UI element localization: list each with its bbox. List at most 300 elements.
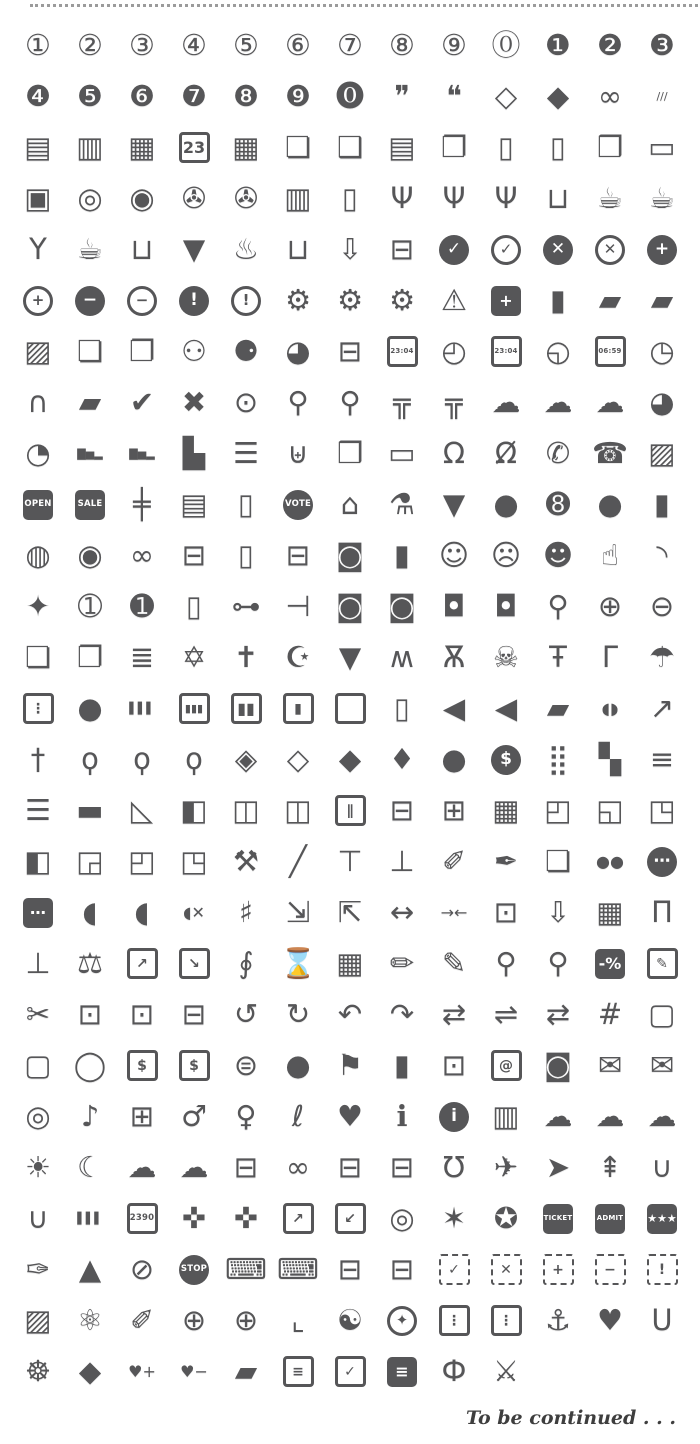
clipboard-list-icon: ≡ bbox=[273, 1346, 324, 1397]
phone-handset-icon: ✆ bbox=[545, 436, 571, 470]
headphones-icon: ∩ bbox=[27, 385, 49, 419]
bomb-icon: ● bbox=[77, 691, 103, 725]
file-add-icon: ❏ bbox=[285, 130, 311, 164]
check-circle-solid-icon: ✓ bbox=[429, 224, 480, 275]
dashed-box-exclamation-icon: ! bbox=[637, 1244, 688, 1295]
number-9-circle-icon: ⑨ bbox=[441, 28, 467, 62]
coffee-cup-icon: ☕ bbox=[77, 232, 103, 266]
envelope-icon: ✉ bbox=[597, 1048, 623, 1082]
dashed-box-x-icon: ✕ bbox=[481, 1244, 532, 1295]
martini-glass-icon: Y bbox=[29, 232, 47, 266]
award-rosette-1-icon: ➊ bbox=[129, 589, 155, 623]
bowling-pin-icon: ▮ bbox=[654, 487, 670, 521]
billiard-8-ball-icon: ➑ bbox=[545, 487, 571, 521]
scooter-icon: Ʊ bbox=[442, 1150, 466, 1184]
power-plug-icon: ⊣ bbox=[285, 589, 311, 623]
pen-nib-icon: ✒ bbox=[493, 844, 519, 878]
film-roll-icon: ▯ bbox=[342, 181, 358, 215]
number-4-circle-icon: ④ bbox=[181, 28, 207, 62]
moon-icon: ☾ bbox=[77, 1150, 103, 1184]
heart-icon: ♥ bbox=[337, 1099, 363, 1133]
money-stack-icon: $ bbox=[169, 1040, 220, 1091]
unlock-icon: ◙ bbox=[387, 589, 417, 623]
dashed-box-minus-icon: − bbox=[585, 1244, 636, 1295]
loop-arrows-icon: ⇄ bbox=[545, 997, 571, 1031]
megaphone-2-icon: ◀ bbox=[494, 691, 518, 725]
number-7-solid-circle-icon: ❼ bbox=[181, 79, 207, 113]
plus-circle-outline-icon: + bbox=[13, 275, 64, 326]
photo-stack-icon: ❐ bbox=[129, 334, 155, 368]
layout-grid-4-icon: ⊞ bbox=[441, 793, 467, 827]
male-symbol-icon: ♂ bbox=[181, 1099, 207, 1133]
chemistry-flask-icon: ⚗ bbox=[389, 487, 415, 521]
pacman-icon: ◕ bbox=[285, 334, 311, 368]
battery-full-icon: ▮▮▮ bbox=[169, 683, 220, 734]
number-2-solid-circle-icon: ❷ bbox=[597, 28, 623, 62]
luggage-icon: ▮ bbox=[550, 283, 566, 317]
number-6-solid-circle-icon: ❻ bbox=[129, 79, 155, 113]
tablet-icon: ▯ bbox=[550, 130, 566, 164]
keyboard-2-icon: ⌨ bbox=[277, 1252, 319, 1286]
key-icon: ⊶ bbox=[231, 589, 261, 623]
pages-solid-icon: ❐ bbox=[77, 640, 103, 674]
ice-cream-cone-icon: ▼ bbox=[182, 232, 206, 266]
edit-compose-icon: ✎ bbox=[637, 938, 688, 989]
eye-icon: ⊙ bbox=[233, 385, 259, 419]
coffee-togo-2-icon: ☕ bbox=[649, 181, 675, 215]
bandage-icon: ▰ bbox=[546, 691, 570, 725]
layout-header-right-icon: ◳ bbox=[648, 793, 676, 827]
bell-icon: Ω bbox=[442, 436, 466, 470]
cupcake-icon: ♨ bbox=[233, 232, 259, 266]
fullscreen-frame-icon: ⊡ bbox=[493, 895, 519, 929]
layout-2col-b-icon: ◫ bbox=[284, 793, 312, 827]
pages-outline-icon: ❏ bbox=[25, 640, 51, 674]
satellite-icon: ✦ bbox=[25, 589, 51, 623]
minus-circle-solid-icon: − bbox=[65, 275, 116, 326]
table-lamp-icon: Ŧ bbox=[549, 640, 567, 674]
shopping-basket-icon: ⊎ bbox=[287, 436, 309, 470]
soda-glass-icon: ⊔ bbox=[546, 181, 570, 215]
address-book-at-icon: @ bbox=[481, 1040, 532, 1091]
toolbox-icon: ▰ bbox=[650, 283, 674, 317]
selection-ellipse-icon: ◯ bbox=[73, 1048, 107, 1082]
coin-stack-icon: ⊜ bbox=[233, 1048, 259, 1082]
dashed-box-plus-icon: + bbox=[533, 1244, 584, 1295]
number-5-circle-icon: ⑤ bbox=[233, 28, 259, 62]
handheld-microphone-icon: ✑ bbox=[25, 1252, 51, 1286]
refrigerator-icon: ▯ bbox=[238, 538, 254, 572]
wallet-icon: ▰ bbox=[78, 385, 102, 419]
washing-machine-icon: ◙ bbox=[335, 538, 365, 572]
padlock-round-icon: ◘ bbox=[442, 589, 466, 623]
awareness-ribbon-icon: ℓ bbox=[292, 1099, 304, 1133]
star-of-david-icon: ✡ bbox=[181, 640, 207, 674]
folded-map-icon: ▤ bbox=[180, 487, 208, 521]
check-circle-outline-icon: ✓ bbox=[481, 224, 532, 275]
layout-sidebar-icon: ◧ bbox=[24, 844, 52, 878]
umbrella-icon: ☂ bbox=[649, 640, 675, 674]
number-1-circle-icon: ① bbox=[25, 28, 51, 62]
printer-icon: ⊟ bbox=[389, 1252, 415, 1286]
eraser-icon: ▰ bbox=[234, 1354, 258, 1388]
icon-grid bbox=[0, 7, 700, 1397]
hourglass-icon: ⌛ bbox=[279, 946, 317, 980]
number-7-circle-icon: ⑦ bbox=[337, 28, 363, 62]
calculator-icon: ▦ bbox=[596, 895, 624, 929]
paper-plane-icon: ➤ bbox=[545, 1150, 571, 1184]
chart-up-framed-icon: ↗ bbox=[117, 938, 168, 989]
folder-icon: ❒ bbox=[337, 436, 363, 470]
quote-open-icon: ❝ bbox=[446, 79, 462, 113]
selection-square-icon: ▢ bbox=[648, 997, 676, 1031]
syringe-icon: ↗ bbox=[649, 691, 675, 725]
pie-chart-icon: ◕ bbox=[649, 385, 675, 419]
number-0-circle-icon: ⓪ bbox=[491, 28, 521, 62]
barcode-icon: ▌▌▌ bbox=[77, 1212, 103, 1225]
airplane-icon: ✈ bbox=[493, 1150, 519, 1184]
redo-arrow-icon: ↷ bbox=[389, 997, 415, 1031]
christian-cross-icon: ✝ bbox=[233, 640, 259, 674]
ruler-icon: ▬ bbox=[76, 793, 104, 827]
beer-mug-icon: ⊔ bbox=[130, 232, 154, 266]
chat-ellipsis-icon: ⋯ bbox=[637, 836, 688, 887]
layout-split-icon: ◧ bbox=[180, 793, 208, 827]
battery-medium-icon: ▮▮ bbox=[221, 683, 272, 734]
download-tray-icon: ⇩ bbox=[545, 895, 571, 929]
clipboard-check-icon: ✓ bbox=[325, 1346, 376, 1397]
screwdriver-icon: ╱ bbox=[289, 844, 307, 878]
safe-icon: ◙ bbox=[543, 1048, 573, 1082]
desk-phone-icon: ☎ bbox=[591, 436, 629, 470]
calendar-date-23-icon: 23 bbox=[169, 122, 220, 173]
scissors-icon: ✂ bbox=[25, 997, 51, 1031]
x-circle-outline-icon: ✕ bbox=[585, 224, 636, 275]
space-invader-icon: Ѫ bbox=[442, 640, 466, 674]
undo-arrow-icon: ↶ bbox=[337, 997, 363, 1031]
microphone-icon: Ψ bbox=[390, 181, 414, 215]
desktop-monitor-icon: ▭ bbox=[648, 130, 676, 164]
sun-icon: ☀ bbox=[25, 1150, 51, 1184]
file-cabinet-icon: ▤ bbox=[24, 130, 52, 164]
paint-roller-icon: ⊤ bbox=[337, 844, 363, 878]
medal-1-icon: ➀ bbox=[77, 589, 103, 623]
oven-icon: ⊟ bbox=[285, 538, 311, 572]
digital-watch-icon: 23:04 bbox=[377, 326, 428, 377]
vip-ticket-icon: ★★★ bbox=[637, 1193, 688, 1244]
bowling-ball-icon: ● bbox=[597, 487, 623, 521]
number-5-solid-circle-icon: ❺ bbox=[77, 79, 103, 113]
game-controller-icon: ▭ bbox=[388, 436, 416, 470]
cloud-lightning-icon: ☁ bbox=[647, 1099, 677, 1133]
bell-mute-icon: Ω̸ bbox=[494, 436, 518, 470]
light-switch-icon: ▯ bbox=[186, 589, 202, 623]
traffic-cone-icon: ▲ bbox=[78, 1252, 102, 1286]
layout-grid-9-icon: ▦ bbox=[492, 793, 520, 827]
padlock-round-open-icon: ◘ bbox=[494, 589, 518, 623]
clouds-icon: ☁ bbox=[179, 1150, 209, 1184]
atom-icon: ⚛ bbox=[77, 1303, 103, 1337]
computer-mouse-icon: ▮ bbox=[394, 538, 410, 572]
battery-vertical-icon: ▯ bbox=[394, 691, 410, 725]
scales-justice-icon: ⚖ bbox=[77, 946, 103, 980]
import-square-icon: ↙ bbox=[325, 1193, 376, 1244]
camera-outline-icon: ◎ bbox=[77, 181, 103, 215]
layout-mixed-icon: ◲ bbox=[76, 844, 104, 878]
android-robot-icon: ⚇ bbox=[181, 334, 207, 368]
cloud-rain-icon: ☁ bbox=[543, 1099, 573, 1133]
tv-icon: ▣ bbox=[24, 181, 52, 215]
number-4-solid-circle-icon: ❹ bbox=[25, 79, 51, 113]
thick-lines-icon: ≡ bbox=[649, 742, 675, 776]
bank-building-icon: Π bbox=[651, 895, 673, 929]
grid-blocks-icon: ▚ bbox=[598, 742, 622, 776]
link-chain-icon: ∞ bbox=[597, 79, 623, 113]
layers-icon: ≣ bbox=[129, 640, 155, 674]
ninja-face-icon: ⚈ bbox=[233, 334, 259, 368]
yin-yang-icon: ☯ bbox=[337, 1303, 363, 1337]
car-front-icon: ⊟ bbox=[233, 1150, 259, 1184]
keyboard-icon: ⌨ bbox=[225, 1252, 267, 1286]
sale-sign-icon: SALE bbox=[65, 479, 116, 530]
photos-tilted-icon: ❏ bbox=[77, 334, 103, 368]
piggy-bank-icon: ● bbox=[285, 1048, 311, 1082]
football-icon: ● bbox=[493, 487, 519, 521]
radio-icon: ⊟ bbox=[337, 1252, 363, 1286]
number-0-solid-circle-icon: ⓿ bbox=[335, 79, 365, 113]
truck-front-icon: ⊟ bbox=[337, 1150, 363, 1184]
documents-copy-icon: ❐ bbox=[441, 130, 467, 164]
layout-header-rows-icon: ◳ bbox=[180, 844, 208, 878]
plus-circle-solid-icon: + bbox=[637, 224, 688, 275]
cfl-bulb-icon: ϙ bbox=[133, 742, 151, 776]
digital-clock-icon: 06:59 bbox=[585, 326, 636, 377]
film-reel-icon: ✇ bbox=[233, 181, 259, 215]
rocket-icon: ⇞ bbox=[597, 1150, 623, 1184]
file-cabinet-2-icon: ▥ bbox=[76, 130, 104, 164]
magnifier-plus-icon: ⊕ bbox=[597, 589, 623, 623]
file-remove-icon: ❑ bbox=[337, 130, 363, 164]
necktie-icon: ▼ bbox=[442, 487, 466, 521]
coffee-togo-icon: ☕ bbox=[597, 181, 623, 215]
layout-3col-icon: ∥ bbox=[325, 785, 376, 836]
vote-badge-icon: VOTE bbox=[273, 479, 324, 530]
pocket-watch-icon: ◴ bbox=[441, 334, 467, 368]
clipboard-text-icon: ≡ bbox=[377, 1346, 428, 1397]
stairs-chart-icon: ▙ bbox=[182, 436, 206, 470]
layout-2col-icon: ◫ bbox=[232, 793, 260, 827]
tools-icon: ⚒ bbox=[233, 844, 259, 878]
cassette-tape-icon: ⊟ bbox=[337, 334, 363, 368]
x-mark-icon: ✖ bbox=[181, 385, 207, 419]
picture-frame-icon: ▨ bbox=[648, 436, 676, 470]
number-8-circle-icon: ⑧ bbox=[389, 28, 415, 62]
grid-dots-icon: ⣿ bbox=[547, 742, 569, 776]
exclamation-circle-solid-icon: ! bbox=[169, 275, 220, 326]
cd-disc-icon: ◎ bbox=[25, 1099, 51, 1133]
info-italic-icon: ℹ bbox=[396, 1099, 408, 1133]
piano-keys-icon: ▥ bbox=[492, 1099, 520, 1133]
desk-lamp-icon: Γ bbox=[601, 640, 619, 674]
heart-lock-icon: ♥ bbox=[597, 1303, 623, 1337]
sheriff-star-icon: ✶ bbox=[441, 1201, 467, 1235]
number-1-solid-circle-icon: ❶ bbox=[545, 28, 571, 62]
x-circle-solid-icon: ✕ bbox=[533, 224, 584, 275]
cloud-upload-icon: ☁ bbox=[543, 385, 573, 419]
crop-icon: # bbox=[597, 997, 623, 1031]
hand-stop-icon: ☝ bbox=[601, 538, 619, 572]
footer-note: To be continued . . . bbox=[466, 1407, 676, 1429]
gavel-icon: ⊥ bbox=[25, 946, 51, 980]
pencil-icon: ✏ bbox=[389, 946, 415, 980]
paperclip-icon: ∮ bbox=[238, 946, 254, 980]
volume-low-icon: ◖ bbox=[82, 895, 98, 929]
document-text-icon: ▤ bbox=[388, 130, 416, 164]
number-2-circle-icon: ② bbox=[77, 28, 103, 62]
admit-ticket-icon: ADMIT bbox=[585, 1193, 636, 1244]
inbox-stack-icon: ⊟ bbox=[389, 232, 415, 266]
bar-chart-outline-icon: ▇▅▂ bbox=[129, 447, 155, 460]
notebook-bookmark-icon: ▮ bbox=[394, 1048, 410, 1082]
light-bulb-icon: ϙ bbox=[81, 742, 99, 776]
compass-icon: ✦ bbox=[377, 1295, 428, 1346]
sitemap-icon: ╦ bbox=[393, 385, 411, 419]
prohibited-icon: ⊘ bbox=[129, 1252, 155, 1286]
stop-sign-icon: STOP bbox=[169, 1244, 220, 1295]
bar-chart-icon: ▇▅▂ bbox=[77, 447, 103, 460]
open-box-icon: ◇ bbox=[286, 742, 310, 776]
satellite-dish-icon: ◝ bbox=[656, 538, 668, 572]
bullet-list-icon: ☰ bbox=[25, 793, 51, 827]
tennis-ball-icon: ◍ bbox=[25, 538, 51, 572]
trash-can-icon: ▯ bbox=[238, 487, 254, 521]
ship-wheel-icon: ☸ bbox=[25, 1354, 51, 1388]
expand-diagonal-icon: ⇲ bbox=[285, 895, 311, 929]
globe-solid-icon: ⊕ bbox=[181, 1303, 207, 1337]
hammer-icon: ⊥ bbox=[389, 844, 415, 878]
alarm-clock-icon: ◵ bbox=[545, 334, 571, 368]
selection-path-icon: ▢ bbox=[24, 1048, 52, 1082]
broken-link-icon: /// bbox=[656, 90, 668, 103]
number-6-circle-icon: ⑥ bbox=[285, 28, 311, 62]
round-pushpin-icon: ⚲ bbox=[339, 385, 361, 419]
hand-truck-icon: ⌞ bbox=[291, 1303, 305, 1337]
sitemap-outline-icon: ╦ bbox=[445, 385, 463, 419]
abacus-icon: ▦ bbox=[336, 946, 364, 980]
collapse-diagonal-icon: ⇱ bbox=[337, 895, 363, 929]
microphone-2-icon: Ψ bbox=[442, 181, 466, 215]
music-note-icon: ♪ bbox=[80, 1099, 100, 1133]
rotate-cw-icon: ↻ bbox=[285, 997, 311, 1031]
smiley-dead-icon: ☻ bbox=[542, 538, 574, 572]
photo-gallery-icon: ▨ bbox=[24, 1303, 52, 1337]
id-card-vertical-icon: ⊡ bbox=[129, 997, 155, 1031]
female-symbol-icon: ♀ bbox=[235, 1099, 257, 1133]
bicycle-icon: ∞ bbox=[285, 1150, 311, 1184]
layout-header-left-icon: ◱ bbox=[596, 793, 624, 827]
ring-binders-icon: ▌▌▌ bbox=[129, 702, 155, 715]
open-sign-icon: OPEN bbox=[13, 479, 64, 530]
smartphone-icon: ▯ bbox=[498, 130, 514, 164]
microphone-3-icon: Ψ bbox=[494, 181, 518, 215]
design-tools-icon: ⚔ bbox=[493, 1354, 519, 1388]
expand-4-arrows-icon: ✜ bbox=[181, 1201, 207, 1235]
tag-solid-icon: ◆ bbox=[546, 79, 570, 113]
bookmark-icon: ⚑ bbox=[337, 1048, 363, 1082]
microwave-icon: ⊟ bbox=[181, 538, 207, 572]
megaphone-icon: ◀ bbox=[442, 691, 466, 725]
info-circle-icon: i bbox=[429, 1091, 480, 1142]
volume-high-icon: ◖ bbox=[134, 895, 150, 929]
contacts-book-icon: ⊡ bbox=[441, 1048, 467, 1082]
number-3-circle-icon: ③ bbox=[129, 28, 155, 62]
map-pin-icon: ⚲ bbox=[287, 385, 309, 419]
pen-icon: ✎ bbox=[441, 946, 467, 980]
chat-square-dots-icon: ⋯ bbox=[13, 887, 64, 938]
pill-capsule-icon: ◖◗ bbox=[601, 698, 619, 718]
calendar-grid-icon: ▦ bbox=[128, 130, 156, 164]
briefcase-icon: ▰ bbox=[598, 283, 622, 317]
target-dart-icon: ◎ bbox=[389, 1201, 415, 1235]
cloud-download-icon: ☁ bbox=[595, 385, 625, 419]
globe-wireframe-icon: ⊕ bbox=[233, 1303, 259, 1337]
price-tag-icon: ◆ bbox=[78, 1354, 102, 1388]
gears-icon: ⚙ bbox=[337, 283, 363, 317]
pushpin-tilted-icon: ⚲ bbox=[547, 946, 569, 980]
collapse-horizontal-icon: →← bbox=[440, 902, 468, 922]
export-square-icon: ↗ bbox=[273, 1193, 324, 1244]
thermometer-icon: † bbox=[30, 742, 46, 776]
warning-triangle-icon: ⚠ bbox=[441, 283, 467, 317]
browser-window-icon: ❒ bbox=[597, 130, 623, 164]
eyedropper-icon: ✐ bbox=[129, 1303, 155, 1337]
first-aid-case-icon: + bbox=[481, 275, 532, 326]
quote-close-icon: ❞ bbox=[394, 79, 410, 113]
money-bag-icon: $ bbox=[481, 734, 532, 785]
gear-icon: ⚙ bbox=[285, 283, 311, 317]
pie-chart-outline-icon: ◔ bbox=[25, 436, 51, 470]
horizontal-bar-chart-icon: ☰ bbox=[233, 436, 259, 470]
layout-header-top-icon: ◰ bbox=[544, 793, 572, 827]
set-square-icon: ◺ bbox=[130, 793, 154, 827]
power-button-icon: Ф bbox=[441, 1354, 467, 1388]
number-3-solid-circle-icon: ❸ bbox=[649, 28, 675, 62]
light-bulb-outline-icon: ϙ bbox=[185, 742, 203, 776]
exclamation-circle-outline-icon: ! bbox=[221, 275, 272, 326]
cloud-snow-icon: ☁ bbox=[595, 1099, 625, 1133]
chat-bubbles-icon: ●● bbox=[596, 851, 624, 871]
heart-remove-icon: ♥− bbox=[180, 1361, 208, 1381]
number-9-solid-circle-icon: ❾ bbox=[285, 79, 311, 113]
heart-add-icon: ♥+ bbox=[128, 1361, 156, 1381]
open-book-icon: ∪ bbox=[651, 1150, 673, 1184]
barcode-number-icon: 2390 bbox=[117, 1193, 168, 1244]
digital-watch-2-icon: 23:04 bbox=[481, 326, 532, 377]
minus-circle-outline-icon: − bbox=[117, 275, 168, 326]
layout-rows-icon: ⊟ bbox=[389, 793, 415, 827]
photo-icon: ▨ bbox=[24, 334, 52, 368]
lock-icon: ◙ bbox=[335, 589, 365, 623]
anchor-icon: ⚓ bbox=[545, 1303, 571, 1337]
shuffle-arrows-icon: ⇌ bbox=[493, 997, 519, 1031]
volume-mute-icon: ◖✕ bbox=[183, 902, 205, 922]
zipper-icon: ⋮ bbox=[429, 1295, 480, 1346]
magnet-icon: U bbox=[651, 1303, 673, 1337]
collapse-4-arrows-icon: ✜ bbox=[233, 1201, 259, 1235]
chart-down-framed-icon: ↘ bbox=[169, 938, 220, 989]
traffic-light-icon: ⋮ bbox=[13, 683, 64, 734]
batman-icon: ʍ bbox=[390, 640, 414, 674]
